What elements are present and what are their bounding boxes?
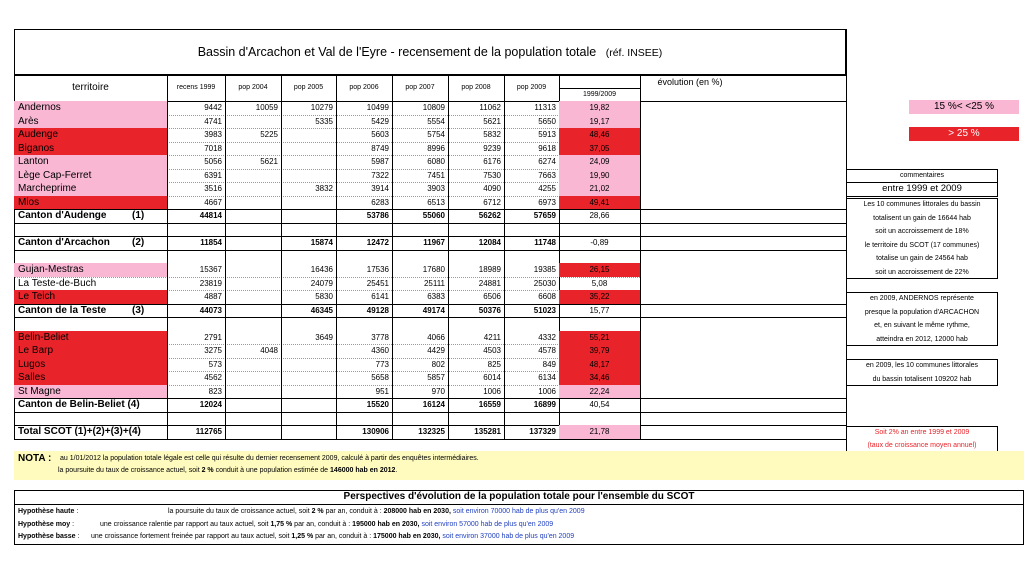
- perspectives-divider: [14, 504, 1024, 505]
- comments-subtitle: entre 1999 et 2009: [882, 183, 962, 194]
- comment-line: presque la population d'ARCACHON: [864, 308, 980, 316]
- population-value: 130906: [362, 427, 389, 436]
- population-value: 50376: [478, 305, 501, 315]
- note-line2-pop: 146000 hab en 2012: [330, 467, 396, 474]
- page-title: [14, 45, 846, 59]
- commune-name: [14, 169, 167, 183]
- hypothesis-extra: soit environ 70000 hab de plus qu'en 2009: [450, 508, 585, 515]
- hypothesis-mid: par an, conduit à :: [292, 520, 353, 528]
- population-value: 6134: [538, 373, 556, 382]
- population-value: 10279: [310, 103, 333, 112]
- population-value: 9239: [483, 143, 501, 153]
- population-value: 11854: [200, 238, 222, 247]
- population-value: 5621: [260, 157, 278, 166]
- evolution-value: 19,90: [559, 169, 640, 183]
- row-name-text: Canton d'Audenge: [18, 210, 107, 221]
- population-value: 51023: [533, 305, 556, 315]
- row-name-text: Canton de Belin-Beliet (4): [18, 399, 140, 410]
- population-value: 17680: [422, 265, 445, 274]
- population-value: [225, 236, 281, 250]
- population-value: 5658: [371, 373, 389, 382]
- population-value: 46345: [310, 305, 333, 315]
- population-value: 5225: [260, 130, 278, 139]
- note-line2-pre: la poursuite du taux de croissance actuel, soit: [58, 467, 202, 474]
- population-value: 4211: [483, 332, 501, 342]
- population-value: [281, 196, 336, 210]
- population-value: 5754: [427, 130, 445, 139]
- comment-line: en 2009, ANDERNOS représente: [870, 295, 974, 302]
- evolution-value: 39,79: [559, 344, 640, 358]
- population-value: 5335: [315, 116, 333, 126]
- row-suffix: (1): [132, 210, 145, 221]
- commune-name: [14, 385, 167, 399]
- canton-name: [14, 304, 167, 318]
- population-value: 15874: [310, 238, 333, 247]
- header-year: pop 2006: [349, 84, 379, 91]
- hypothesis-rate: 2 %: [311, 508, 324, 515]
- population-value: [281, 128, 336, 142]
- hypothesis-colon: :: [75, 533, 80, 540]
- hypothesis-description: [100, 519, 553, 531]
- population-value: 3914: [371, 184, 389, 193]
- population-value: 7530: [483, 170, 501, 180]
- population-value: [281, 142, 336, 156]
- population-value: 4887: [204, 292, 222, 301]
- population-value: 4429: [427, 346, 445, 355]
- population-value: 6283: [371, 197, 389, 207]
- canton-bottom-line: [14, 317, 846, 318]
- population-value: 6274: [538, 157, 556, 166]
- population-value: 802: [431, 359, 445, 369]
- population-value: 25030: [533, 278, 556, 288]
- population-value: 6513: [427, 197, 445, 207]
- population-value: 573: [208, 359, 222, 369]
- population-value: 3778: [371, 332, 389, 342]
- hypothesis-pre: une croissance ralentie par rapport au taux actuel, soit: [100, 520, 271, 528]
- population-value: [225, 263, 281, 277]
- comment-line: et, en suivant le même rythme,: [874, 322, 970, 329]
- population-value: 53786: [366, 211, 389, 220]
- population-value: [281, 169, 336, 183]
- population-value: 25451: [366, 278, 389, 288]
- population-value: 25111: [423, 278, 445, 288]
- population-value: 7451: [427, 170, 445, 180]
- population-value: 57659: [533, 211, 556, 220]
- population-value: 9442: [204, 103, 222, 112]
- evolution-value: 37,05: [559, 142, 640, 156]
- population-value: [225, 209, 281, 223]
- population-value: 19385: [533, 265, 556, 274]
- population-value: 15367: [199, 265, 222, 274]
- population-value: 6973: [538, 197, 556, 207]
- population-value: [225, 169, 281, 183]
- population-value: [281, 425, 336, 439]
- population-value: [281, 358, 336, 372]
- header-year: pop 2008: [461, 84, 491, 91]
- commune-name: [14, 101, 167, 115]
- population-value: 5832: [483, 130, 501, 139]
- comment-line: le territoire du SCOT (17 communes): [864, 241, 980, 249]
- population-value: 10499: [366, 103, 389, 112]
- hypothesis-row: [18, 519, 1018, 531]
- population-value: 11062: [479, 103, 501, 112]
- population-value: 12084: [478, 238, 501, 247]
- hypothesis-colon: :: [70, 520, 75, 528]
- hypothesis-rate: 1,75 %: [270, 520, 293, 528]
- note-line2-rate: 2 %: [201, 467, 214, 474]
- perspectives-title: Perspectives d'évolution de la population totale pour l'ensemble du SCOT: [343, 491, 695, 502]
- population-value: 3832: [315, 184, 333, 193]
- growth-note-line1: Soit 2% an entre 1999 et 2009: [874, 429, 970, 436]
- row-name-text: Audenge: [18, 129, 59, 140]
- population-value: 5056: [204, 157, 222, 166]
- hypothesis-extra: soit environ 57000 hab de plus qu'en 2009: [419, 520, 554, 528]
- row-name-text: Lugos: [18, 358, 46, 370]
- population-value: 11748: [534, 238, 556, 247]
- population-value: 4741: [204, 116, 222, 126]
- population-value: 1006: [538, 386, 556, 396]
- population-value: [281, 385, 336, 399]
- canton-bottom-line: [14, 223, 846, 224]
- population-value: 6712: [483, 197, 501, 207]
- population-value: 135281: [474, 427, 501, 436]
- canton-bottom-line: [14, 250, 846, 251]
- header-evolution-period: 1999/2009: [582, 91, 617, 98]
- legend-pink: [909, 100, 1019, 114]
- hypothesis-row: [18, 531, 1018, 543]
- population-value: 3903: [427, 184, 445, 193]
- note-line1: au 1/01/2012 la population totale légale est celle qui résulte du dernier recensement 2009, calculé à partir des enquêtes intermédiaires.: [60, 455, 479, 462]
- population-value: 3649: [315, 332, 333, 342]
- row-name-text: Le Teich: [18, 291, 56, 302]
- hypothesis-result: 175000 hab en 2030,: [373, 533, 441, 540]
- population-value: 4360: [371, 346, 389, 355]
- population-value: 951: [375, 386, 389, 396]
- commune-name: [14, 331, 167, 345]
- hypothesis-result: 208000 hab en 2030,: [383, 508, 451, 515]
- population-value: 4332: [538, 332, 556, 342]
- population-value: 12472: [366, 238, 389, 247]
- hypothesis-extra: soit environ 37000 hab de plus qu'en 2009: [440, 533, 575, 540]
- population-value: 5429: [371, 116, 389, 126]
- note-label: NOTA :: [18, 453, 52, 464]
- population-value: 6014: [483, 373, 501, 382]
- population-value: 5603: [371, 130, 389, 139]
- commune-name: [14, 371, 167, 385]
- population-value: [225, 398, 281, 412]
- population-value: [225, 115, 281, 129]
- population-value: 112765: [195, 427, 222, 436]
- population-value: 4503: [483, 346, 501, 355]
- population-value: 11313: [534, 103, 556, 112]
- population-value: 6608: [538, 292, 556, 301]
- population-value: 2791: [204, 332, 222, 342]
- population-value: 3983: [204, 130, 222, 139]
- evolution-value: 24,09: [559, 155, 640, 169]
- population-value: 44073: [199, 305, 222, 315]
- commune-name: [14, 358, 167, 372]
- population-value: 56262: [478, 211, 501, 220]
- population-value: 5621: [483, 116, 501, 126]
- population-value: 4562: [204, 373, 222, 382]
- hypothesis-result: 195000 hab en 2030,: [352, 520, 420, 528]
- population-value: [225, 277, 281, 291]
- row-name-text: La Teste-de-Buch: [18, 277, 97, 289]
- legend-red-label: > 25 %: [948, 128, 980, 139]
- population-value: 18989: [478, 265, 501, 274]
- hypothesis-rate: 1,25 %: [291, 533, 314, 540]
- population-value: 10059: [255, 103, 278, 112]
- row-name-text: Belin-Beliet: [18, 331, 69, 343]
- population-value: 49128: [366, 305, 389, 315]
- row-suffix: (3): [132, 304, 145, 316]
- population-value: 24881: [478, 278, 501, 288]
- header-territoire: territoire: [72, 82, 109, 93]
- commune-name: [14, 344, 167, 358]
- population-value: 16436: [310, 265, 333, 274]
- commune-name: [14, 182, 167, 196]
- population-value: 5987: [371, 157, 389, 166]
- evolution-value: 48,46: [559, 128, 640, 142]
- title-text: Bassin d'Arcachon et Val de l'Eyre - recensement de la population totale: [197, 45, 597, 59]
- hypothesis-mid: par an, conduit à :: [313, 533, 374, 540]
- comment-line: soit un accroissement de 22%: [875, 268, 969, 276]
- comment-line: du bassin totalisent 109202 hab: [872, 375, 972, 383]
- commune-name: [14, 277, 167, 291]
- population-value: 44814: [199, 211, 222, 220]
- hypothesis-description: [91, 531, 574, 543]
- population-value: 5913: [538, 130, 556, 139]
- population-value: 6141: [371, 292, 389, 301]
- population-value: 6391: [204, 170, 222, 180]
- comment-line: Les 10 communes littorales du bassin: [863, 201, 981, 208]
- population-value: 6506: [483, 292, 501, 301]
- population-value: 16559: [478, 400, 501, 409]
- population-value: 6383: [427, 292, 445, 301]
- canton-name: [14, 209, 167, 223]
- table-bottom-line: [14, 439, 846, 440]
- commune-name: [14, 115, 167, 129]
- row-name-text: Andernos: [18, 102, 61, 113]
- population-value: 5554: [427, 116, 445, 126]
- row-name-text: St Magne: [18, 385, 61, 397]
- population-value: 15520: [366, 400, 389, 409]
- population-value: 825: [487, 359, 501, 369]
- hypothesis-label: Hypothèse basse: [18, 533, 76, 540]
- evolution-value: -0,89: [590, 238, 609, 247]
- commune-name: [14, 290, 167, 304]
- population-value: 773: [375, 359, 389, 369]
- population-value: 823: [208, 386, 222, 396]
- evolution-value: 19,17: [559, 115, 640, 129]
- commune-name: [14, 142, 167, 156]
- header-year: pop 2009: [516, 84, 547, 91]
- comments-title: commentaires: [900, 172, 944, 179]
- canton-name: [14, 236, 167, 250]
- evolution-value: 34,46: [559, 371, 640, 385]
- evolution-value: 40,54: [589, 400, 610, 409]
- hypothesis-pre: une croissance fortement freinée par rapport au taux actuel, soit: [91, 533, 292, 540]
- population-value: 5857: [427, 373, 445, 382]
- population-value: [281, 344, 336, 358]
- population-value: 4066: [427, 332, 445, 342]
- population-value: 7018: [204, 143, 222, 153]
- comment-line: totalise un gain de 24564 hab: [876, 255, 968, 262]
- population-value: 3516: [204, 184, 222, 193]
- population-value: 16124: [422, 400, 445, 409]
- evolution-value: 48,17: [559, 358, 640, 372]
- population-value: [225, 290, 281, 304]
- population-value: 4255: [538, 184, 556, 193]
- population-value: 9618: [538, 143, 556, 153]
- column-line: [640, 75, 641, 439]
- population-value: 8996: [427, 143, 445, 153]
- population-value: 49174: [422, 305, 445, 315]
- hypothesis-pre: la poursuite du taux de croissance actuel, soit: [168, 508, 312, 515]
- population-value: 5830: [315, 292, 333, 301]
- row-name-text: Salles: [18, 372, 46, 383]
- row-name-text: Mios: [18, 196, 40, 208]
- row-name-text: Total SCOT (1)+(2)+(3)+(4): [18, 426, 141, 437]
- comment-line: en 2009, les 10 communes littorales: [865, 362, 979, 369]
- population-value: [225, 371, 281, 385]
- row-name-text: Gujan-Mestras: [18, 264, 84, 275]
- row-name-text: Le Barp: [18, 345, 54, 356]
- header-year: pop 2007: [405, 84, 435, 91]
- header-evolution: évolution (en %): [657, 77, 723, 87]
- row-suffix: (2): [132, 237, 145, 248]
- population-value: [281, 398, 336, 412]
- population-value: 8749: [371, 143, 389, 153]
- population-value: [225, 142, 281, 156]
- row-name-text: Marcheprime: [18, 183, 77, 194]
- hypothesis-label: Hypothèse moy: [18, 520, 71, 528]
- population-value: 17536: [366, 265, 389, 274]
- population-value: 24079: [310, 278, 333, 288]
- evolution-value: 15,77: [589, 305, 610, 315]
- population-value: 6080: [427, 157, 445, 166]
- population-value: 6176: [483, 157, 501, 166]
- commune-name: [14, 263, 167, 277]
- hypothesis-row: [18, 506, 1018, 518]
- population-value: 3275: [204, 346, 222, 355]
- note-line2-end: .: [395, 467, 398, 474]
- population-value: 16899: [533, 400, 556, 409]
- population-value: 4048: [260, 346, 278, 355]
- population-value: 10809: [422, 103, 445, 112]
- commune-name: [14, 128, 167, 142]
- commune-name: [14, 155, 167, 169]
- row-name-text: Biganos: [18, 142, 55, 154]
- canton-name: [14, 398, 167, 412]
- evolution-value: 28,66: [589, 211, 610, 220]
- header-year: pop 2004: [238, 84, 268, 91]
- row-name-text: Lège Cap-Ferret: [18, 169, 92, 181]
- header-year: recens 1999: [176, 84, 216, 91]
- hypothesis-mid: par an, conduit à :: [323, 508, 384, 515]
- evolution-value: 49,41: [559, 196, 640, 210]
- population-value: 7322: [371, 170, 389, 180]
- comment-line: atteindra en 2012, 12000 hab: [876, 335, 968, 343]
- population-value: [225, 331, 281, 345]
- canton-bottom-line: [14, 412, 846, 413]
- comment-line: soit un accroissement de 18%: [875, 228, 969, 235]
- population-value: [281, 209, 336, 223]
- legend-pink-label: 15 %< <25 %: [933, 101, 995, 112]
- population-value: 12024: [199, 400, 222, 409]
- population-value: 4090: [483, 184, 501, 193]
- note-line2-mid: conduit à une population estimée de: [213, 467, 331, 474]
- title-ref: (réf. INSEE): [605, 47, 663, 59]
- population-value: 1006: [483, 386, 501, 396]
- hypothesis-description: [168, 506, 585, 518]
- evolution-value: 55,21: [559, 331, 640, 345]
- population-value: 4667: [204, 197, 222, 207]
- population-value: 137329: [529, 427, 556, 436]
- growth-note-line2: (taux de croissance moyen annuel): [867, 442, 977, 449]
- evolution-value: 26,15: [559, 263, 640, 277]
- note-line2: [58, 467, 397, 474]
- population-value: [281, 371, 336, 385]
- commune-name: [14, 196, 167, 210]
- population-value: [225, 425, 281, 439]
- population-value: [225, 358, 281, 372]
- evolution-value: 5,08: [591, 278, 608, 288]
- row-name-text: Lanton: [18, 156, 49, 167]
- hypothesis-colon: :: [74, 508, 79, 515]
- row-name-text: Canton d'Arcachon: [18, 237, 110, 248]
- population-value: 5650: [538, 116, 556, 126]
- evolution-value: 19,82: [559, 101, 640, 115]
- header-year: pop 2005: [293, 84, 324, 91]
- population-value: 849: [542, 359, 556, 369]
- population-value: 7663: [538, 170, 556, 180]
- population-value: 4578: [538, 346, 556, 355]
- population-value: 55060: [422, 211, 445, 220]
- population-value: [225, 182, 281, 196]
- evolution-value: 35,22: [559, 290, 640, 304]
- population-value: [281, 155, 336, 169]
- population-value: 132325: [418, 427, 445, 436]
- population-value: 23819: [199, 278, 222, 288]
- canton-name: [14, 425, 167, 439]
- hypothesis-label: Hypothèse haute: [18, 508, 75, 515]
- evolution-value: 21,02: [559, 182, 640, 196]
- population-value: 970: [431, 386, 445, 396]
- population-value: 11967: [423, 238, 445, 247]
- row-name-text: Arès: [18, 115, 39, 127]
- population-value: [225, 385, 281, 399]
- population-value: [225, 196, 281, 210]
- evolution-value: 22,24: [559, 385, 640, 399]
- evolution-value: 21,78: [559, 425, 640, 439]
- population-value: [225, 304, 281, 318]
- comment-line: totalisent un gain de 16644 hab: [873, 214, 971, 222]
- row-name-text: Canton de la Teste: [18, 304, 107, 316]
- legend-red: [909, 127, 1019, 141]
